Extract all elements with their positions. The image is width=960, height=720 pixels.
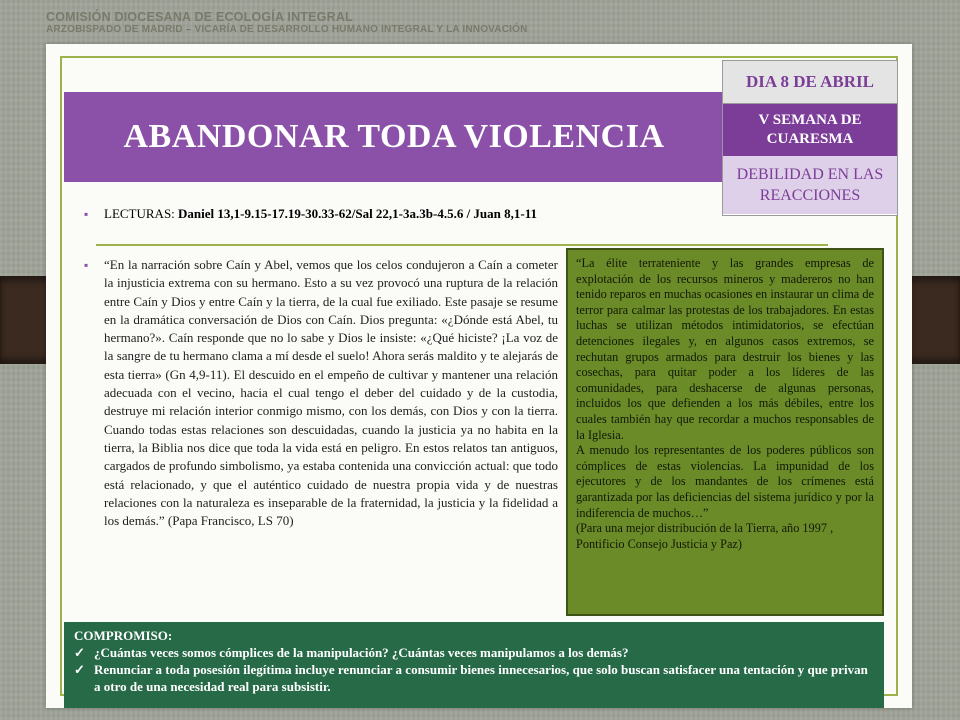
right-strap — [904, 276, 960, 364]
compromiso-box — [64, 622, 884, 708]
square-bullet-icon: ▪ — [84, 258, 89, 272]
date-panel — [722, 60, 898, 216]
compromiso-item-text: Renunciar a toda posesión ilegítima incluye renunciar a consumir bienes innecesarios, que solo buscan satisfacer una tentación y que privan a otro de una necesidad real para subsistir. — [94, 662, 868, 694]
check-icon: ✓ — [74, 662, 85, 677]
square-bullet-icon: ▪ — [84, 207, 89, 221]
title-banner — [64, 92, 724, 182]
readings-refs: Daniel 13,1-9.15-17.19-30.33-62/Sal 22,1-3a.3b-4.5.6 / Juan 8,1-11 — [178, 206, 538, 221]
readings — [84, 205, 554, 223]
day-label: DIA 8 DE ABRIL — [723, 61, 897, 104]
week-label: V SEMANA DE CUARESMA — [723, 104, 897, 156]
check-icon: ✓ — [74, 645, 85, 660]
compromiso-item — [74, 661, 874, 695]
quote-block — [84, 256, 558, 530]
compromiso-item-text: ¿Cuántas veces somos cómplices de la manipulación? ¿Cuántas veces manipulamos a los demás? — [94, 645, 629, 660]
header-commission: COMISIÓN DIOCESANA DE ECOLOGÍA INTEGRAL — [46, 10, 353, 24]
compromiso-item — [74, 644, 874, 661]
quote-text: “En la narración sobre Caín y Abel, vemos que los celos condujeron a Caín a cometer la injusticia extrema con su hermano. Esto a su vez provocó una ruptura de la relación entre Caín y Dios y entre Caín y la tierra, de la cual fue exiliado. Este pasaje se resume en la dramática conversación de Dios con Caín. Dios pregunta: «¿Dónde está Abel, tu hermano?». Caín responde que no lo sabe y Dios le insiste: «¿Qué hiciste? ¡La voz de la sangre de tu hermano clama a mí desde el suelo! Ahora serás maldito y te alejarás de esta tierra» (Gn 4,9-11). El descuido en el empeño de cultivar y mantener una relación adecuada con el vecino, hacia el cual tengo el deber del cuidado y de la custodia, destruye mi relación interior conmigo mismo, con los demás, con Dios y con la tierra. Cuando todas estas relaciones son descuidadas, cuando la justicia ya no habita en la tierra, la Biblia nos dice que toda la vida está en peligro. En estos relatos tan antiguos, cargados de profundo simbolismo, ya estaba contenida una convicción actual: que todo está relacionado, y que el auténtico cuidado de nuestra propia vida y de nuestras relaciones con la naturaleza es inseparable de la fraternidad, la justicia y la fidelidad a los demás.” (Papa Francisco, LS 70) — [104, 257, 558, 529]
compromiso-label: COMPROMISO: — [74, 628, 173, 643]
reflection-box — [566, 248, 884, 616]
header-archdiocese: ARZOBISPADO DE MADRID – VICARÍA DE DESARROLLO HUMANO INTEGRAL Y LA INNOVACIÓN — [46, 24, 528, 35]
theme-label: DEBILIDAD EN LAS REACCIONES — [723, 156, 897, 214]
divider — [96, 244, 828, 246]
reflection-paragraph-1: “La élite terrateniente y las grandes empresas de explotación de los recursos mineros y madereros no han tenido reparos en muchas ocasiones en instaurar un clima de terror para calmar las protestas de los trabajadores. En estas luchas se utilizan métodos intimidatorios, se efectúan detenciones ilegales y, en algunos casos extremos, se rechutan grupos armados para destruir los bienes y las cosechas, para quitar poder a los líderes de las comunidades, para deshacerse de algunas personas, incluidos los que defienden a los más débiles, entre los cuales también hay que recordar a muchos responsables de la Iglesia. — [576, 256, 874, 442]
reflection-source: (Para una mejor distribución de la Tierra, año 1997 , Pontificio Consejo Justicia y Paz) — [576, 521, 834, 551]
readings-label: LECTURAS: — [104, 206, 179, 221]
reflection-paragraph-2: A menudo los representantes de los poderes públicos son cómplices de estas violencias. La impunidad de los ejecutores y de los mandantes de los crímenes está garantizada por las deficiencias del sistema jurídico y por la indiferencia de muchos…” — [576, 443, 874, 520]
page-title: ABANDONAR TODA VIOLENCIA — [123, 118, 665, 155]
